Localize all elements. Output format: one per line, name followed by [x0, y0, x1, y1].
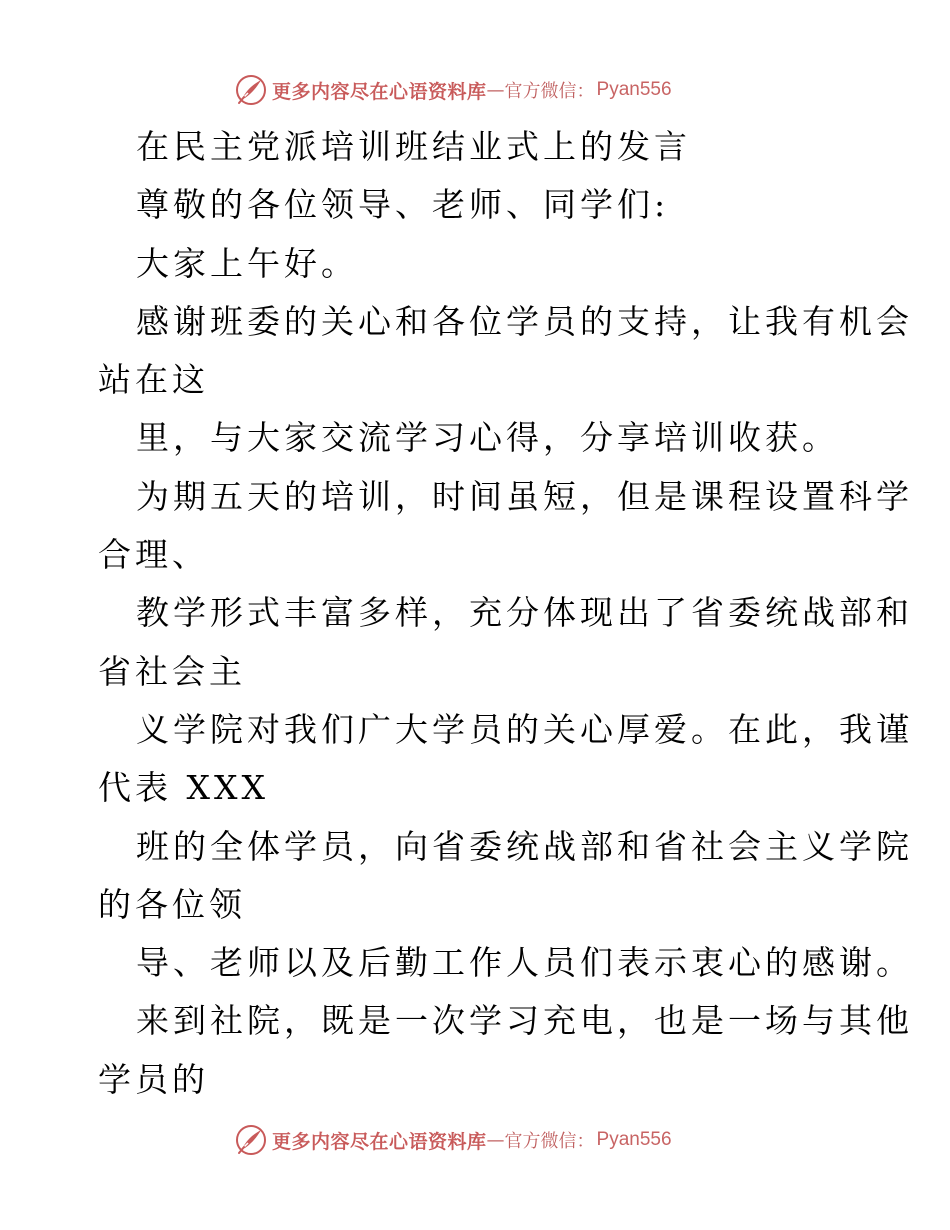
text-line: 来到社院，既是一次学习充电，也是一场与其他: [136, 1001, 913, 1041]
watermark-id: Pyan556: [596, 1129, 672, 1150]
watermark-id: Pyan556: [596, 79, 672, 100]
watermark-label: 官方微信：: [504, 1131, 595, 1152]
feather-pen-icon: [234, 73, 268, 107]
watermark-separator: —: [486, 1129, 505, 1151]
text-line: 感谢班委的关心和各位学员的支持，让我有机会: [136, 301, 913, 341]
text-line: 省社会主: [98, 651, 246, 691]
watermark-separator: —: [486, 79, 505, 101]
text-line: 班的全体学员，向省委统战部和省社会主义学院: [136, 826, 913, 866]
document-title: 在民主党派培训班结业式上的发言: [136, 127, 691, 166]
text-line: 义学院对我们广大学员的关心厚爱。在此，我谨: [136, 709, 913, 749]
text-line: 代表 XXX: [98, 768, 269, 808]
text-line: 为期五天的培训，时间虽短，但是课程设置科学: [136, 476, 913, 516]
watermark-banner-top: [234, 70, 672, 110]
text-line: 导、老师以及后勤工作人员们表示衷心的感谢。: [136, 943, 913, 983]
text-line: 学员的: [98, 1059, 209, 1099]
watermark-text: 更多内容尽在心语资料库: [272, 1130, 487, 1153]
text-line: 尊敬的各位领导、老师、同学们:: [136, 185, 670, 225]
text-line: 里，与大家交流学习心得，分享培训收获。: [136, 418, 839, 458]
watermark-banner-bottom: [234, 1120, 672, 1160]
watermark-label: 官方微信：: [504, 81, 595, 102]
document-body: [98, 118, 913, 1109]
text-line: 教学形式丰富多样，充分体现出了省委统战部和: [136, 593, 913, 633]
feather-pen-icon: [234, 1123, 268, 1157]
text-line: 的各位领: [98, 884, 246, 924]
text-line: 大家上午好。: [136, 243, 358, 283]
watermark-text: 更多内容尽在心语资料库: [272, 80, 487, 103]
text-line: 站在这: [98, 360, 209, 400]
text-line: 合理、: [98, 535, 209, 575]
